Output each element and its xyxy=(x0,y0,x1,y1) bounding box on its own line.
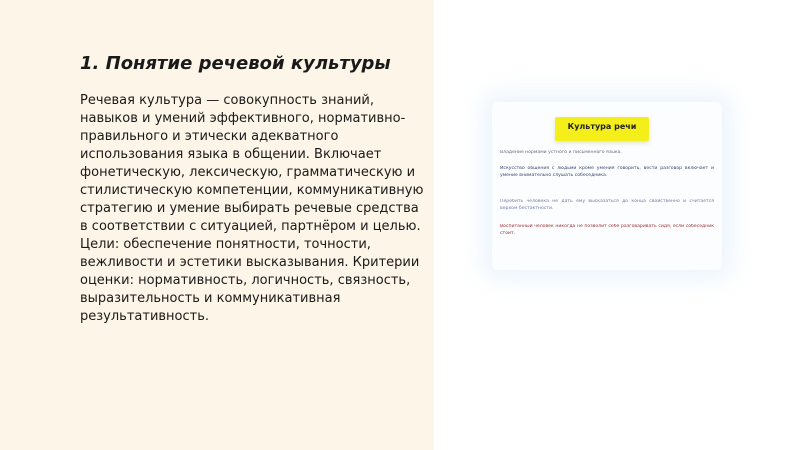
figure-paragraph-1: Владение нормами устного и письменного языка. xyxy=(500,150,622,155)
slide-title: 1. Понятие речевой культуры xyxy=(80,53,391,74)
figure-paragraph-3: Перебить человека не дать ему высказаться до конца свойственно и считается верхом бестактности. xyxy=(500,199,714,211)
embedded-slide-image xyxy=(492,102,722,270)
figure-paragraph-2: Искусство общения с людьми кроме умения говорить, вести разговор включает и умение внимательно слушать собеседника. xyxy=(500,166,714,178)
figure-title: Культура речи xyxy=(555,117,649,141)
figure-paragraph-4: Воспитанный человек никогда не позволит себе разговаривать сидя, если собеседник стоит. xyxy=(500,224,714,236)
slide-body-text: Речевая культура — совокупность знаний, навыков и умений эффективного, нормативно-правильного и этически адекватного использования языка в общении. Включает фонетическую, лексическую, грамматическую и стилистическую компетенции, коммуникативную стратегию и умение выбирать речевые средства в соответствии с ситуацией, партнёром и целью. Цели: обеспечение понятности, точности, вежливости и эстетики высказывания. Критерии оценки: нормативность, логичность, связность, выразительность и коммуникативная результативность. xyxy=(80,93,424,324)
